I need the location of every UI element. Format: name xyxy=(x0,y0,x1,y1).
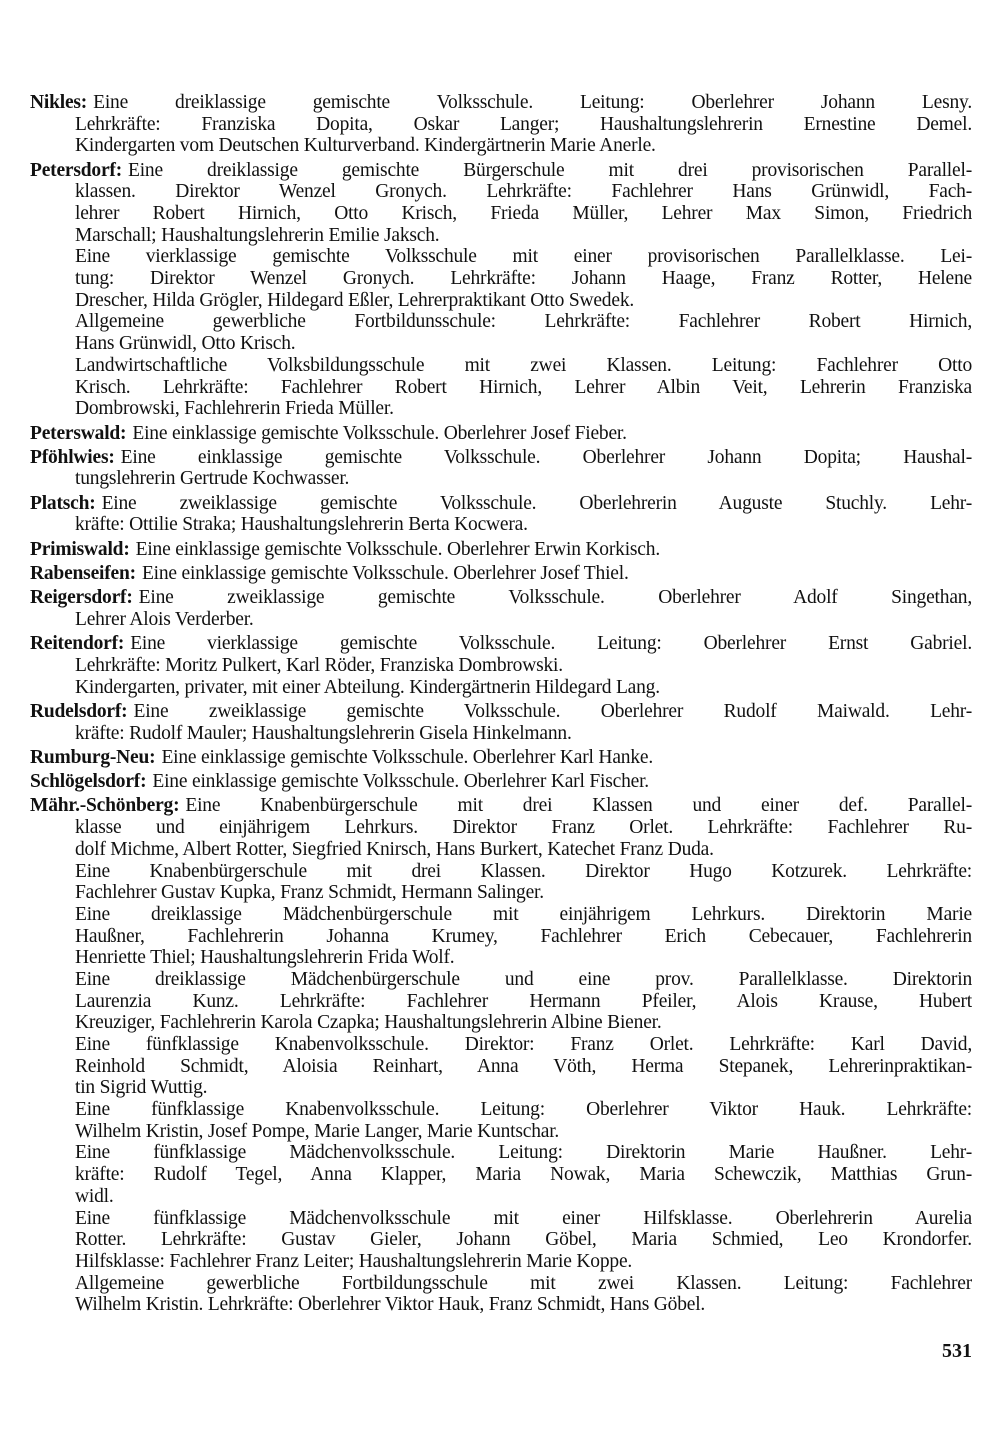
text-line xyxy=(30,333,972,355)
text-line xyxy=(30,1294,972,1316)
line-text: Dombrowski, Fachlehrerin Frieda Müller. xyxy=(75,398,394,420)
text-line xyxy=(30,1164,972,1186)
text-line xyxy=(30,1229,972,1251)
text-line xyxy=(30,1034,972,1056)
line-text: Drescher, Hilda Grögler, Hildegard Eßler, Lehrerpraktikant Otto Swedek. xyxy=(75,289,635,311)
text-line xyxy=(30,655,972,677)
text-line xyxy=(30,882,972,904)
line-text: Rotter. Lehrkräfte: Gustav Gieler, Johann Göbel, Maria Schmied, Leo Krondorfer. xyxy=(75,1229,972,1251)
text-line xyxy=(30,1142,972,1164)
place-name: Rabenseifen: xyxy=(30,563,136,584)
line-text: Marschall; Haushaltungslehrerin Emilie Jaksch. xyxy=(75,224,440,246)
line-text: Eine vierklassige gemischte Volksschule mit einer provisorischen Parallelklasse. Lei- xyxy=(75,246,972,268)
text-line xyxy=(30,587,972,609)
directory-entry xyxy=(30,587,972,630)
text-line xyxy=(30,1121,972,1143)
line-text: widl. xyxy=(75,1185,114,1207)
line-text: tungslehrerin Gertrude Kochwasser. xyxy=(75,468,350,490)
text-line xyxy=(30,723,972,745)
text-line xyxy=(30,861,972,883)
place-name: Reitendorf: xyxy=(30,633,125,655)
line-text: lehrer Robert Hirnich, Otto Krisch, Frieda Müller, Lehrer Max Simon, Friedrich xyxy=(75,203,972,225)
directory-entry xyxy=(30,633,972,698)
line-text: Eine Knabenbürgerschule mit drei Klassen. Direktor Hugo Kotzurek. Lehrkräfte: xyxy=(75,860,972,882)
line-text: dolf Michme, Albert Rotter, Siegfried Knirsch, Hans Burkert, Katechet Franz Duda. xyxy=(75,838,714,860)
directory-page-body xyxy=(30,92,972,1316)
line-text: Eine fünfklassige Knabenvolksschule. Direktor: Franz Orlet. Lehrkräfte: Karl David, xyxy=(75,1034,972,1055)
place-name: Petersdorf: xyxy=(30,159,122,181)
line-text: Wilhelm Kristin. Lehrkräfte: Oberlehrer Viktor Hauk, Franz Schmidt, Hans Göbel. xyxy=(75,1294,706,1316)
text-line xyxy=(30,633,972,655)
text-line xyxy=(30,1077,972,1099)
line-text: Eine dreiklassige gemischte Bürgerschule mit drei provisorischen Parallel- xyxy=(128,159,972,181)
line-text: Eine dreiklassige gemischte Volksschule. Leitung: Oberlehrer Johann Lesny. xyxy=(93,92,972,113)
text-line xyxy=(30,181,972,203)
text-line xyxy=(30,969,972,991)
line-text: Kreuziger, Fachlehrerin Karola Czapka; Haushaltungslehrerin Albine Biener. xyxy=(75,1012,662,1034)
place-name: Peterswald: xyxy=(30,422,127,444)
text-line xyxy=(30,904,972,926)
place-name: Mähr.-Schönberg: xyxy=(30,795,180,817)
text-line xyxy=(30,246,972,268)
line-text: Laurenzia Kunz. Lehrkräfte: Fachlehrer Hermann Pfeiler, Alois Krause, Hubert xyxy=(75,990,972,1012)
text-line xyxy=(30,493,972,515)
line-text: Eine einklassige gemischte Volksschule. Oberlehrer Erwin Korkisch. xyxy=(135,538,660,560)
text-line xyxy=(30,795,972,817)
text-line xyxy=(30,311,972,333)
line-text: kräfte: Rudolf Mauler; Haushaltungslehrerin Gisela Hinkelmann. xyxy=(75,722,572,744)
line-text: kräfte: Rudolf Tegel, Anna Klapper, Maria Nowak, Maria Schewczik, Matthias Grun- xyxy=(75,1164,972,1186)
text-line xyxy=(30,1186,972,1208)
line-text: Hans Grünwidl, Otto Krisch. xyxy=(75,333,296,355)
line-text: Eine Knabenbürgerschule mit drei Klassen und einer def. Parallel- xyxy=(185,795,972,817)
text-line xyxy=(30,1099,972,1121)
line-text: Lehrer Alois Verderber. xyxy=(75,608,254,630)
text-line xyxy=(30,1251,972,1273)
line-text: Kindergarten, privater, mit einer Abteilung. Kindergärtnerin Hildegard Lang. xyxy=(75,676,660,698)
line-text: Eine dreiklassige Mädchenbürgerschule und eine prov. Parallelklasse. Direktorin xyxy=(75,968,972,990)
line-text: Eine dreiklassige Mädchenbürgerschule mit einjährigem Lehrkurs. Direktorin Marie xyxy=(75,903,972,925)
directory-entry xyxy=(30,493,972,536)
line-text: Allgemeine gewerbliche Fortbildungsschule mit zwei Klassen. Leitung: Fachlehrer xyxy=(75,1272,972,1294)
line-text: Eine zweiklassige gemischte Volksschule. Oberlehrer Rudolf Maiwald. Lehr- xyxy=(133,700,972,722)
directory-entry xyxy=(30,423,972,445)
text-line xyxy=(30,1273,972,1295)
line-text: Eine einklassige gemischte Volksschule. Oberlehrer Johann Dopita; Haushal- xyxy=(120,446,972,468)
directory-entry xyxy=(30,795,972,1316)
line-text: tung: Direktor Wenzel Gronych. Lehrkräfte: Johann Haage, Franz Rotter, Helene xyxy=(75,268,972,290)
place-name: Nikles: xyxy=(30,92,88,113)
line-text: Landwirtschaftliche Volksbildungsschule mit zwei Klassen. Leitung: Fachlehrer Otto xyxy=(75,354,972,376)
text-line xyxy=(30,225,972,247)
text-line xyxy=(30,398,972,420)
text-line xyxy=(30,423,972,445)
line-text: klasse und einjährigem Lehrkurs. Direktor Franz Orlet. Lehrkräfte: Fachlehrer Ru- xyxy=(75,817,972,839)
text-line xyxy=(30,447,972,469)
line-text: Lehrkräfte: Moritz Pulkert, Karl Röder, Franziska Dombrowski. xyxy=(75,654,563,676)
text-line xyxy=(30,701,972,723)
place-name: Reigersdorf: xyxy=(30,587,133,609)
text-line xyxy=(30,817,972,839)
text-line xyxy=(30,539,972,561)
directory-entry xyxy=(30,92,972,157)
text-line xyxy=(30,563,972,585)
line-text: Eine einklassige gemischte Volksschule. Oberlehrer Josef Fieber. xyxy=(132,422,627,444)
directory-entry xyxy=(30,563,972,585)
line-text: Hilfsklasse: Fachlehrer Franz Leiter; Haushaltungslehrerin Marie Koppe. xyxy=(75,1250,633,1272)
line-text: Krisch. Lehrkräfte: Fachlehrer Robert Hirnich, Lehrer Albin Veit, Lehrerin Franziska xyxy=(75,376,972,398)
line-text: Wilhelm Kristin, Josef Pompe, Marie Langer, Marie Kuntschar. xyxy=(75,1120,560,1142)
line-text: Reinhold Schmidt, Aloisia Reinhart, Anna Vöth, Herma Stepanek, Lehrerinpraktikan- xyxy=(75,1055,972,1077)
place-name: Primiswald: xyxy=(30,538,130,560)
text-line xyxy=(30,1056,972,1078)
directory-entry xyxy=(30,539,972,561)
text-line xyxy=(30,677,972,699)
line-text: Eine vierklassige gemischte Volksschule. Leitung: Oberlehrer Ernst Gabriel. xyxy=(130,633,972,655)
text-line xyxy=(30,92,972,114)
line-text: Fachlehrer Gustav Kupka, Franz Schmidt, Hermann Salinger. xyxy=(75,882,544,904)
line-text: Eine einklassige gemischte Volksschule. Oberlehrer Karl Fischer. xyxy=(152,771,649,793)
text-line xyxy=(30,747,972,769)
text-line xyxy=(30,114,972,136)
text-line xyxy=(30,377,972,399)
text-line xyxy=(30,947,972,969)
line-text: klassen. Direktor Wenzel Gronych. Lehrkräfte: Fachlehrer Hans Grünwidl, Fach- xyxy=(75,181,972,203)
line-text: tin Sigrid Wuttig. xyxy=(75,1077,208,1099)
text-line xyxy=(30,355,972,377)
text-line xyxy=(30,991,972,1013)
line-text: Eine fünfklassige Mädchenvolksschule mit einer Hilfsklasse. Oberlehrerin Aurelia xyxy=(75,1207,972,1229)
text-line xyxy=(30,514,972,536)
line-text: Eine einklassige gemischte Volksschule. Oberlehrer Karl Hanke. xyxy=(161,746,654,768)
text-line xyxy=(30,771,972,793)
line-text: Eine zweiklassige gemischte Volksschule. Oberlehrer Adolf Singethan, xyxy=(138,587,972,609)
directory-entry xyxy=(30,447,972,490)
directory-entry xyxy=(30,701,972,744)
page-number: 531 xyxy=(942,1340,972,1362)
place-name: Pföhlwies: xyxy=(30,446,115,468)
directory-entry xyxy=(30,747,972,769)
text-line xyxy=(30,926,972,948)
text-line xyxy=(30,1012,972,1034)
text-line xyxy=(30,203,972,225)
line-text: Henriette Thiel; Haushaltungslehrerin Frida Wolf. xyxy=(75,947,455,969)
place-name: Schlögelsdorf: xyxy=(30,771,147,793)
directory-entry xyxy=(30,771,972,793)
directory-entry xyxy=(30,160,972,420)
line-text: Haußner, Fachlehrerin Johanna Krumey, Fachlehrer Erich Cebecauer, Fachlehrerin xyxy=(75,925,972,947)
place-name: Rudelsdorf: xyxy=(30,700,128,722)
text-line xyxy=(30,160,972,182)
text-line xyxy=(30,290,972,312)
place-name: Rumburg-Neu: xyxy=(30,746,156,768)
line-text: Lehrkräfte: Franziska Dopita, Oskar Langer; Haushaltungslehrerin Ernestine Demel. xyxy=(75,113,972,135)
line-text: Kindergarten vom Deutschen Kulturverband. Kindergärtnerin Marie Anerle. xyxy=(75,135,656,157)
text-line xyxy=(30,609,972,631)
text-line xyxy=(30,468,972,490)
line-text: Eine einklassige gemischte Volksschule. Oberlehrer Josef Thiel. xyxy=(141,563,629,584)
line-text: Eine fünfklassige Mädchenvolksschule. Leitung: Direktorin Marie Haußner. Lehr- xyxy=(75,1142,972,1164)
place-name: Platsch: xyxy=(30,492,96,514)
line-text: Allgemeine gewerbliche Fortbildunsschule: Lehrkräfte: Fachlehrer Robert Hirnich, xyxy=(75,311,972,333)
line-text: Eine zweiklassige gemischte Volksschule. Oberlehrerin Auguste Stuchly. Lehr- xyxy=(101,492,972,514)
text-line xyxy=(30,839,972,861)
line-text: kräfte: Ottilie Straka; Haushaltungslehrerin Berta Kocwera. xyxy=(75,514,528,536)
text-line xyxy=(30,1208,972,1230)
text-line xyxy=(30,135,972,157)
text-line xyxy=(30,268,972,290)
line-text: Eine fünfklassige Knabenvolksschule. Leitung: Oberlehrer Viktor Hauk. Lehrkräfte: xyxy=(75,1099,972,1121)
